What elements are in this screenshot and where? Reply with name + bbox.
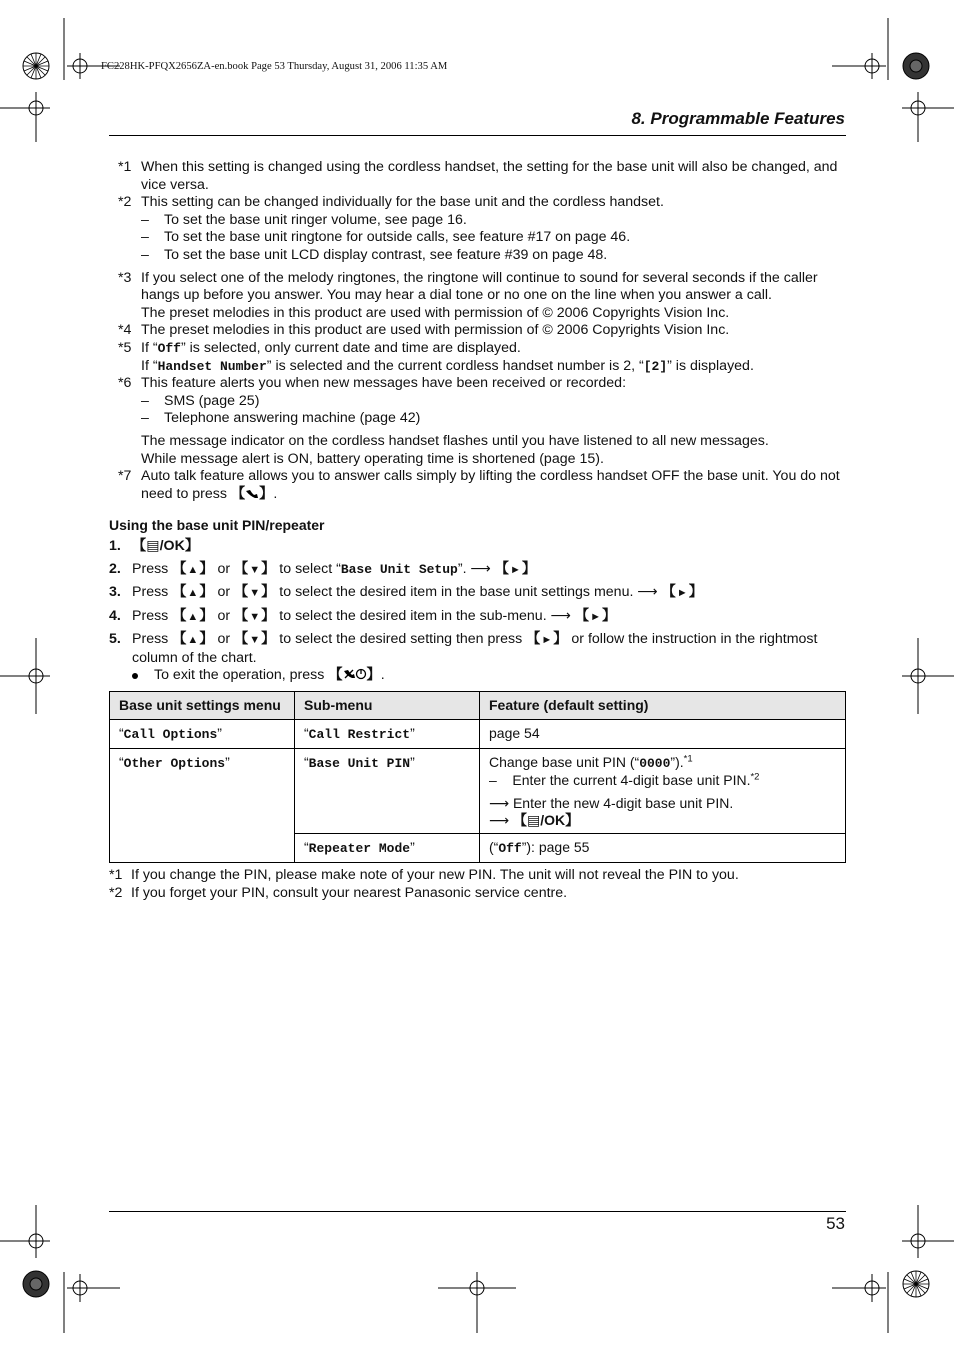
table-cell: “Call Options” (110, 720, 295, 749)
table-footnotes (109, 866, 849, 902)
note-7: *7 Auto talk feature allows you to answer calls simply by lifting the cordless handset OFF the base unit. You do not need to press 【 】. (118, 468, 840, 502)
sunburst-mark-bottom-left (23, 1271, 49, 1297)
note-text: If you select one of the melody ringtones, the ringtone will continue to sound for several seconds if the caller hangs up before you answer. You may hear a dial tone or no one on the line when you answer a call. (141, 269, 818, 304)
table-cell: “Other Options” (110, 749, 295, 863)
table-cell: page 54 (480, 720, 846, 749)
arrow-right-icon: ⟶ (550, 607, 571, 624)
note-marker: *2 (118, 194, 132, 211)
crosshair-mid-left (0, 638, 50, 714)
note-text: This feature alerts you when new messages have been received or recorded: (141, 375, 627, 392)
down-key-icon: 【▼】 (234, 584, 276, 600)
notes-section (118, 159, 848, 503)
crosshair-mid-right (902, 638, 954, 714)
table-cell: (“Off”): page 55 (480, 834, 846, 863)
note-marker: *1 (118, 159, 132, 175)
list-item: – SMS (page 25) (141, 392, 260, 409)
note-text: While message alert is ON, battery operating time is shortened (page 15). (141, 450, 604, 467)
off-key-icon: 【 】 (328, 667, 381, 683)
footnote-1: *1 If you change the PIN, please make note of your new PIN. The unit will not reveal the PIN to you. (109, 867, 739, 883)
note-marker: *5 (118, 339, 132, 356)
arrow-right-icon: ⟶ (489, 812, 510, 828)
crosshair-bottom-right-side (902, 1205, 954, 1258)
table-cell: “Call Restrict” (295, 720, 480, 749)
crosshair-top-right (832, 18, 888, 80)
table-row (110, 749, 846, 834)
note-text: When this setting is changed using the cordless handset, the setting for the base unit will also be changed, and vice versa. (141, 159, 838, 193)
right-key-icon: 【►】 (661, 584, 703, 600)
right-key-icon: 【►】 (526, 631, 568, 647)
note-text: The preset melodies in this product are used with permission of © 2006 Copyrights Vision Inc. (141, 322, 730, 339)
table-row (110, 720, 846, 749)
step-4: 4. Press 【▲】 or 【▼】 to select the desired item in the sub-menu. ⟶ 【►】 (109, 607, 617, 624)
table-cell: “Base Unit PIN” (295, 749, 480, 834)
note-1 (118, 159, 848, 194)
menu-icon: ▤ (526, 812, 541, 828)
list-item: – To set the base unit ringer volume, see page 16. (141, 211, 467, 228)
step-1: 1. 【▤/OK】 (109, 538, 200, 554)
down-key-icon: 【▼】 (234, 631, 276, 647)
up-key-icon: 【▲】 (172, 631, 214, 647)
note-text: The message indicator on the cordless handset flashes until you have listened to all new messages. (141, 432, 769, 449)
right-key-icon: 【►】 (494, 560, 537, 577)
bullet-item: To exit the operation, press 【 】. (109, 667, 849, 684)
list-item: – To set the base unit LCD display contrast, see feature #39 on page 48. (141, 246, 608, 263)
list-item: – Telephone answering machine (page 42) (141, 410, 421, 427)
table-cell: “Repeater Mode” (295, 834, 480, 863)
crosshair-top-left-side (0, 92, 50, 142)
lcd-text: Base Unit Setup (340, 561, 458, 577)
column-header: Sub-menu (295, 692, 480, 720)
note-5: *5 If “Off” is selected, only current date and time are displayed. If “Handset Number” is selected and the current cordless handset number is 2, “[2]” is displayed. (118, 339, 754, 374)
page-number: 53 (826, 1214, 845, 1233)
down-key-icon: 【▼】 (234, 560, 276, 577)
file-info-line: FC228HK-PFQX2656ZA-en.book Page 53 Thursday, August 31, 2006 11:35 AM (101, 61, 448, 72)
up-key-icon: 【▲】 (172, 584, 214, 600)
crosshair-bottom-left-side (0, 1205, 50, 1258)
arrow-right-icon: ⟶ (470, 560, 491, 577)
note-2 (118, 194, 848, 264)
sunburst-mark-top-right (903, 53, 929, 79)
lcd-text: [2] (643, 358, 668, 374)
up-key-icon: 【▲】 (172, 560, 214, 577)
footnote-2: *2 If you forget your PIN, consult your nearest Panasonic service centre. (109, 885, 568, 901)
column-header: Base unit settings menu (110, 692, 295, 720)
note-4 (118, 322, 848, 340)
crosshair-bottom-center (438, 1272, 516, 1333)
note-marker: *6 (118, 375, 132, 392)
crosshair-bottom-right (832, 1272, 888, 1333)
lcd-text: Off (157, 340, 181, 356)
settings-table (109, 691, 846, 863)
down-key-icon: 【▼】 (234, 607, 276, 624)
procedure-steps (109, 538, 849, 689)
lcd-text: Handset Number (157, 358, 267, 374)
note-3 (118, 270, 848, 323)
menu-ok-key: 【▤/OK】 (132, 538, 200, 554)
column-header: Feature (default setting) (480, 692, 846, 720)
chapter-title: 8. Programmable Features (631, 109, 845, 128)
table-header-row (110, 692, 846, 720)
table-cell: Change base unit PIN (“0000”).$^{*1}$ – Enter the current 4-digit base unit PIN.$^{*2}$ ⟶ Enter the new 4-digit base unit PIN. ⟶ 【▤/OK】 (480, 749, 846, 834)
sunburst-mark-top-left (23, 53, 49, 79)
note-text: Auto talk feature allows you to answer calls simply by lifting the cordless handset OFF the base unit. You do not need to press (141, 468, 840, 502)
crosshair-top-right-side (902, 92, 954, 142)
note-6 (118, 375, 848, 468)
arrow-right-icon: ⟶ (637, 584, 658, 600)
step-2: 2. Press 【▲】 or 【▼】 to select “Base Unit Setup”. ⟶ 【►】 (109, 560, 537, 577)
menu-ok-key: 【▤/OK】 (512, 812, 580, 828)
step-3: 3. Press 【▲】 or 【▼】 to select the desired item in the base unit settings menu. ⟶ 【►】 (109, 584, 703, 600)
sunburst-mark-bottom-right (903, 1271, 929, 1297)
arrow-right-icon: ⟶ (489, 795, 510, 811)
crosshair-bottom-left (64, 1272, 120, 1333)
footer-rule (109, 1211, 846, 1212)
list-item: – To set the base unit ringtone for outside calls, see feature #17 on page 46. (141, 229, 631, 246)
note-marker: *4 (118, 322, 132, 339)
talk-key-icon: 【 】 (230, 485, 274, 502)
header-rule (109, 135, 846, 136)
note-marker: *3 (118, 269, 132, 286)
menu-icon: ▤ (146, 538, 160, 554)
up-key-icon: 【▲】 (172, 607, 214, 624)
right-key-icon: 【►】 (574, 607, 617, 624)
note-text: The preset melodies in this product are used with permission of © 2006 Copyrights Vision Inc. (141, 304, 730, 321)
step-5: 5. Press 【▲】 or 【▼】 to select the desired setting then press 【►】 or follow the instruction in the rightmost column of the chart. To exit the operation, press 【 】. (109, 631, 849, 684)
section-heading: Using the base unit PIN/repeater (109, 517, 325, 533)
note-text: This setting can be changed individually for the base unit and the cordless handset. (141, 194, 664, 211)
note-marker: *7 (118, 468, 132, 485)
